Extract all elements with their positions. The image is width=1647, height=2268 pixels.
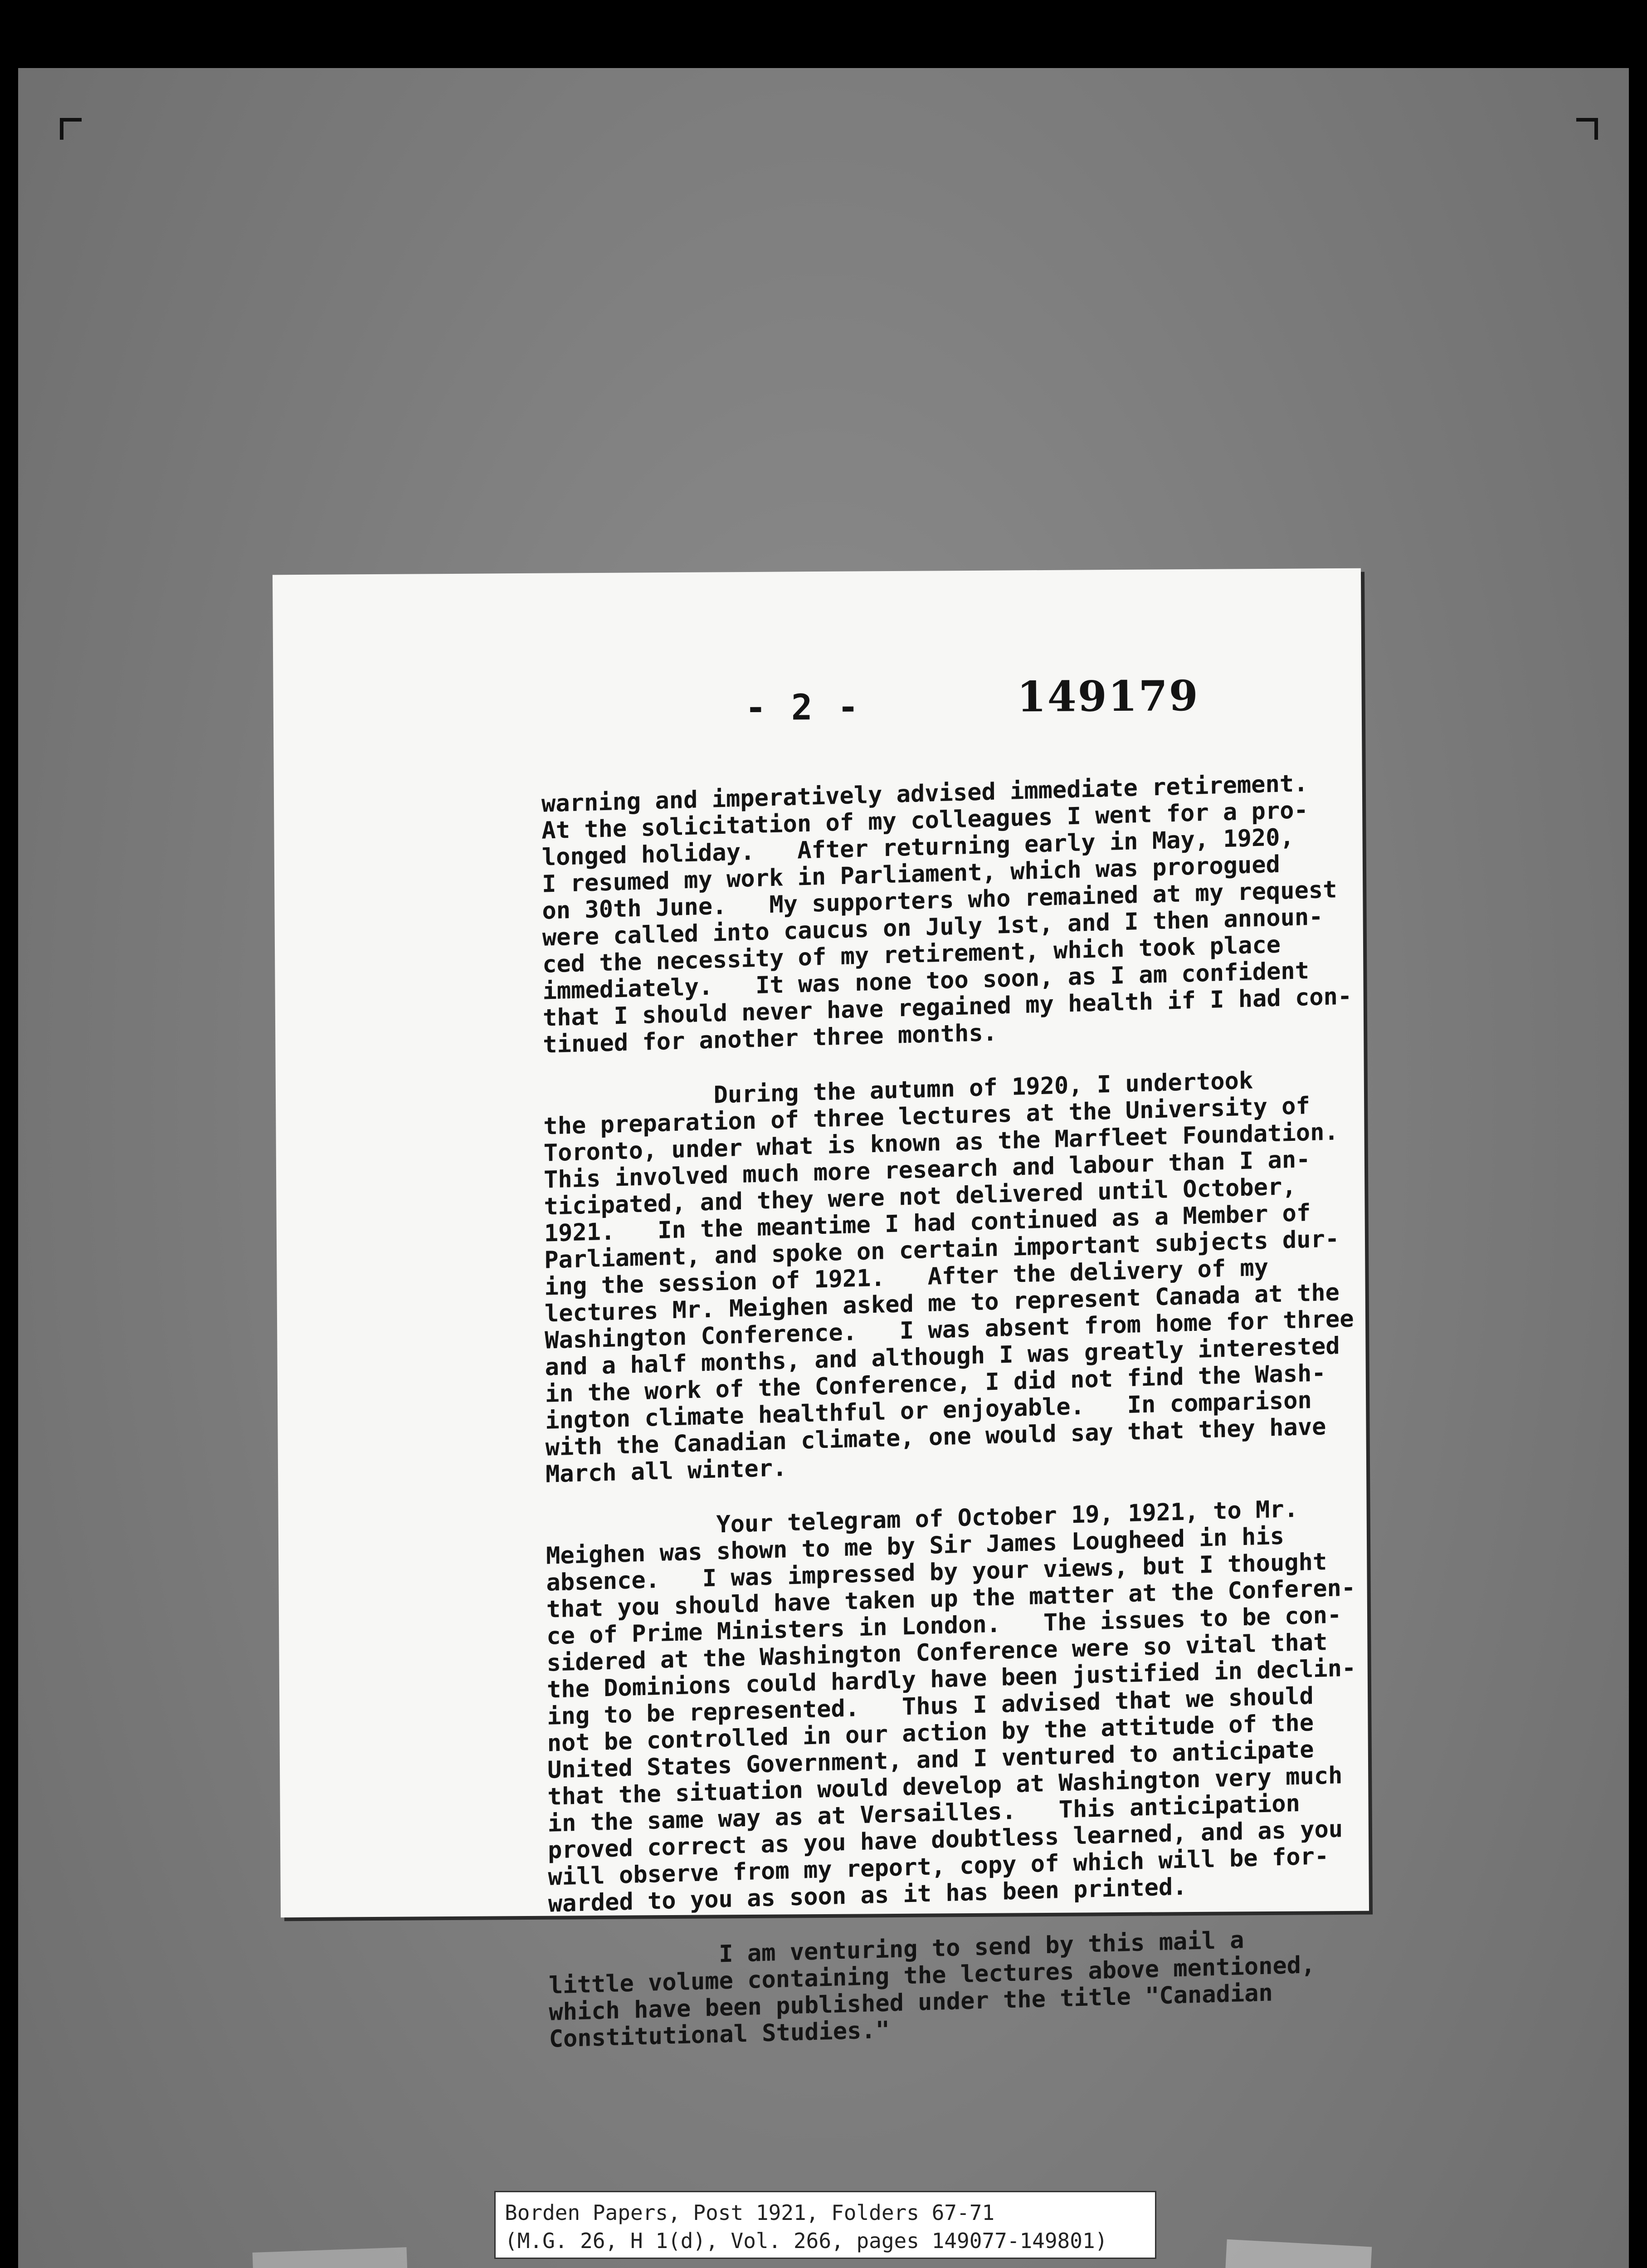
paragraph-1: warning and imperatively advised immediate retirement. At the solicitation of my colleagues I went for a pro- longed holiday. After returning early in May, 1920, I resumed my work in Parliament, which was prorogued on 30th June. My supporters who remained at my request were called into caucus on July 1st, and I then announ- ced the necessity of my retirement, which took place immediately. It was none too soon, as I am confident that I should never have regained my health if I had con- tinued for another three months. (541, 770, 1352, 1059)
paragraph-2: During the autumn of 1920, I undertook the preparation of three lectures at the University of Toronto, under what is known as the Marfleet Foundation. This involved much more research and labour than I an- ticipated, and they were not delivered until October, 1921. In the meantime I had continued as a Member of Parliament, and spoke on certain important subjects dur- ing the session of 1921. After the delivery of my lectures Mr. Meighen asked me to represent Canada at the Washington Conference. I was absent from home for three and a half months, and although I was greatly interested in the work of the Conference, I did not find the Wash- ington climate healthful or enjoyable. In comparison with the Canadian climate, one would say that they have March all winter. (543, 1067, 1354, 1488)
page-number: - 2 - (745, 687, 861, 728)
paragraph-4: I am venturing to send by this mail a little volume containing the lectures above mentioned, which have been published under the title "Canadian Constitutional Studies." (548, 1926, 1316, 2053)
letter-page (273, 568, 1369, 2053)
citation-line-2: (M.G. 26, H 1(d), Vol. 266, pages 149077-149801) (505, 2229, 1108, 2253)
citation-label (494, 2191, 1156, 2259)
letter-document (273, 568, 1369, 2053)
corner-mark-top-right (1576, 118, 1598, 140)
corner-mark-top-left (60, 118, 82, 140)
letter-body (541, 769, 1365, 2081)
folio-number: 149179 (1017, 671, 1200, 722)
citation-line-1: Borden Papers, Post 1921, Folders 67-71 (505, 2200, 995, 2225)
paragraph-3: Your telegram of October 19, 1921, to Mr. Meighen was shown to me by Sir James Lougheed in his absence. I was impressed by your views, but I thought that you should have taken up the matter at the Conferen- ce of Prime Ministers in London. The issues to be con- sidered at the Washington Conference were so vital that the Dominions could hardly have been justified in declin- ing to be represented. Thus I advised that we should not be controlled in our action by the attitude of the United States Government, and I ventured to anticipate that the situation would develop at Washington very much in the same way as at Versailles. This anticipation proved correct as you have doubtless learned, and as you will observe from my report, copy of which will be for- warded to you as soon as it has been printed. (546, 1495, 1356, 1918)
